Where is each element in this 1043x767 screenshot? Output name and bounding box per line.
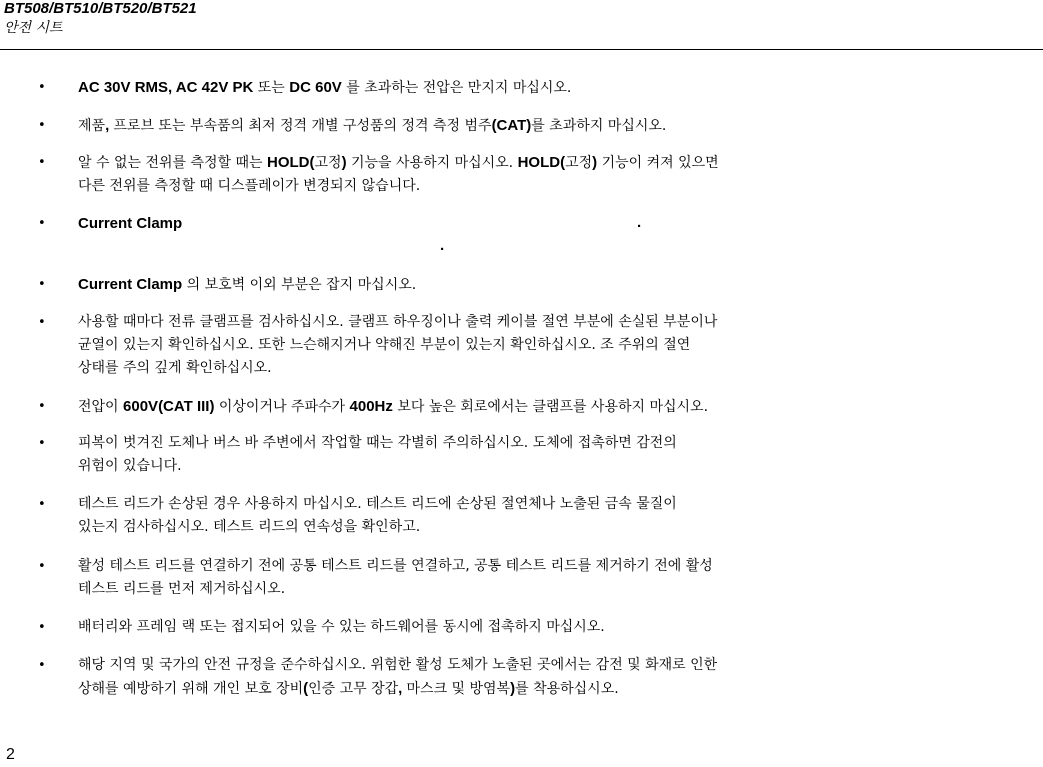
bold-text-segment: Current Clamp — [78, 276, 183, 293]
text-segment: 알 수 없는 전위를 측정할 때는 — [78, 155, 267, 171]
text-segment: 이상이거나 주파수가 — [214, 399, 350, 415]
text-segment: 를 착용하십시오. — [515, 681, 619, 697]
bullet-text — [78, 114, 968, 138]
document-header — [4, 0, 1043, 38]
bullet-icon: • — [38, 658, 46, 673]
stray-period-mark: . — [637, 214, 642, 231]
bullet-text-line — [78, 311, 968, 334]
bullet-icon: • — [38, 620, 46, 635]
bullet-text-line — [78, 578, 968, 601]
text-segment: 테스트 리드를 먼저 제거하십시오. — [78, 581, 286, 597]
text-segment: 피복이 벗겨진 도체나 버스 바 주변에서 작업할 때는 각별히 주의하십시오. 도체에 접촉하면 감전의 — [78, 435, 677, 451]
bullet-icon: • — [38, 436, 46, 451]
text-segment: 를 초과하는 전압은 만지지 마십시오. — [341, 80, 572, 96]
bullet-text-line — [78, 493, 968, 516]
bullet-text-line — [78, 516, 968, 539]
document-title: BT508/BT510/BT520/BT521 — [4, 0, 197, 17]
text-segment: 배터리와 프레임 랙 또는 접지되어 있을 수 있는 하드웨어를 동시에 접촉하지 마십시오. — [78, 619, 605, 635]
bold-text-segment: , — [105, 117, 114, 134]
text-segment: 상해를 예방하기 위해 개인 보호 장비 — [78, 681, 304, 697]
bullet-text-line — [78, 555, 968, 578]
bold-text-segment: ) — [592, 154, 598, 171]
bullet-text-line — [78, 212, 968, 236]
bullet-icon: • — [38, 277, 46, 292]
bold-text-segment: Current Clamp — [78, 215, 183, 232]
bullet-text — [78, 273, 968, 297]
bold-text-segment: DC 60V — [289, 79, 342, 96]
text-segment: 의 보호벽 이외 부분은 잡지 마십시오. — [182, 277, 417, 293]
text-segment: 마스크 및 방염복 — [406, 681, 511, 697]
text-segment: 보다 높은 회로에서는 클램프를 사용하지 마십시오. — [392, 399, 709, 415]
text-segment: 프로브 또는 부속품의 최저 정격 개별 구성품의 정격 측정 범주 — [113, 118, 492, 134]
text-segment: 상태를 주의 깊게 확인하십시오. — [78, 360, 272, 376]
bold-text-segment: , — [398, 680, 407, 697]
bullet-text — [78, 395, 968, 419]
text-segment: 있는지 검사하십시오. 테스트 리드의 연속성을 확인하고. — [78, 519, 421, 535]
text-segment: 위험이 있습니다. — [78, 458, 182, 474]
text-segment: 테스트 리드가 손상된 경우 사용하지 마십시오. 테스트 리드에 손상된 절연체나 노출된 금속 물질이 — [78, 496, 677, 512]
bold-text-segment: AC 30V RMS, AC 42V PK — [78, 79, 254, 96]
bold-text-segment: (CAT) — [491, 117, 532, 134]
bullet-icon: • — [38, 497, 46, 512]
bullet-text — [78, 654, 968, 701]
bold-text-segment: 400Hz — [349, 398, 393, 415]
text-segment: 제품 — [78, 118, 106, 134]
text-segment: 다른 전위를 측정할 때 디스플레이가 변경되지 않습니다. — [78, 178, 421, 194]
text-segment: 해당 지역 및 국가의 안전 규정을 준수하십시오. 위험한 활성 도체가 노출된 곳에서는 감전 및 화재로 인한 — [78, 657, 718, 673]
bullet-text — [78, 311, 968, 380]
stray-period-mark: . — [440, 237, 445, 254]
bullet-text-line — [78, 76, 968, 100]
bullet-icon: • — [38, 399, 46, 414]
bullet-text-line — [78, 432, 968, 455]
bullet-text-line — [78, 455, 968, 478]
bullet-text-line — [78, 677, 968, 701]
bold-text-segment: HOLD( — [267, 154, 315, 171]
bullet-text-line — [78, 273, 968, 297]
bold-text-segment: HOLD( — [517, 154, 566, 171]
text-segment: 또는 — [253, 80, 290, 96]
text-segment: 인증 고무 장갑 — [308, 681, 399, 697]
text-segment: 균열이 있는지 확인하십시오. 또한 느슨해지거나 약해진 부분이 있는지 확인하십시오. 조 주위의 절연 — [78, 337, 691, 353]
bullet-text-line — [78, 114, 968, 138]
text-segment: 를 초과하지 마십시오. — [531, 118, 667, 134]
bullet-text — [78, 616, 968, 639]
bullet-text-line — [78, 616, 968, 639]
text-segment: 고정 — [565, 155, 593, 171]
bullet-text — [78, 212, 968, 236]
bullet-text — [78, 432, 968, 478]
bullet-text — [78, 493, 968, 539]
document-subtitle: 안전 시트 — [4, 20, 63, 36]
bold-text-segment: 600V(CAT III) — [123, 398, 215, 415]
bold-text-segment: ( — [303, 680, 309, 697]
bold-text-segment: ) — [341, 154, 347, 171]
bullet-icon: • — [38, 155, 46, 170]
bullet-text-line — [78, 357, 968, 380]
bold-text-segment: ) — [510, 680, 516, 697]
bullet-icon: • — [38, 315, 46, 330]
bullet-text-line — [78, 395, 968, 419]
text-segment: 기능이 켜져 있으면 — [597, 155, 719, 171]
header-divider — [0, 49, 1043, 50]
text-segment: 고정 — [314, 155, 342, 171]
bullet-text-line — [78, 151, 968, 175]
bullet-text-line — [78, 175, 968, 198]
text-segment: 활성 테스트 리드를 연결하기 전에 공통 테스트 리드를 연결하고, 공통 테스트 리드를 제거하기 전에 활성 — [78, 558, 713, 574]
bullet-text — [78, 151, 968, 198]
bullet-text — [78, 555, 968, 601]
bullet-icon: • — [38, 216, 46, 231]
bullet-text-line — [78, 334, 968, 357]
bullet-icon: • — [38, 80, 46, 95]
bullet-text — [78, 76, 968, 100]
text-segment: 기능을 사용하지 마십시오. — [346, 155, 518, 171]
text-segment: 사용할 때마다 전류 클램프를 검사하십시오. 클램프 하우징이나 출력 케이블 절연 부분에 손실된 부분이나 — [78, 314, 718, 330]
page-number: 2 — [6, 746, 15, 763]
bullet-icon: • — [38, 118, 46, 133]
bullet-text-line — [78, 654, 968, 677]
text-segment: 전압이 — [78, 399, 124, 415]
bullet-icon: • — [38, 559, 46, 574]
